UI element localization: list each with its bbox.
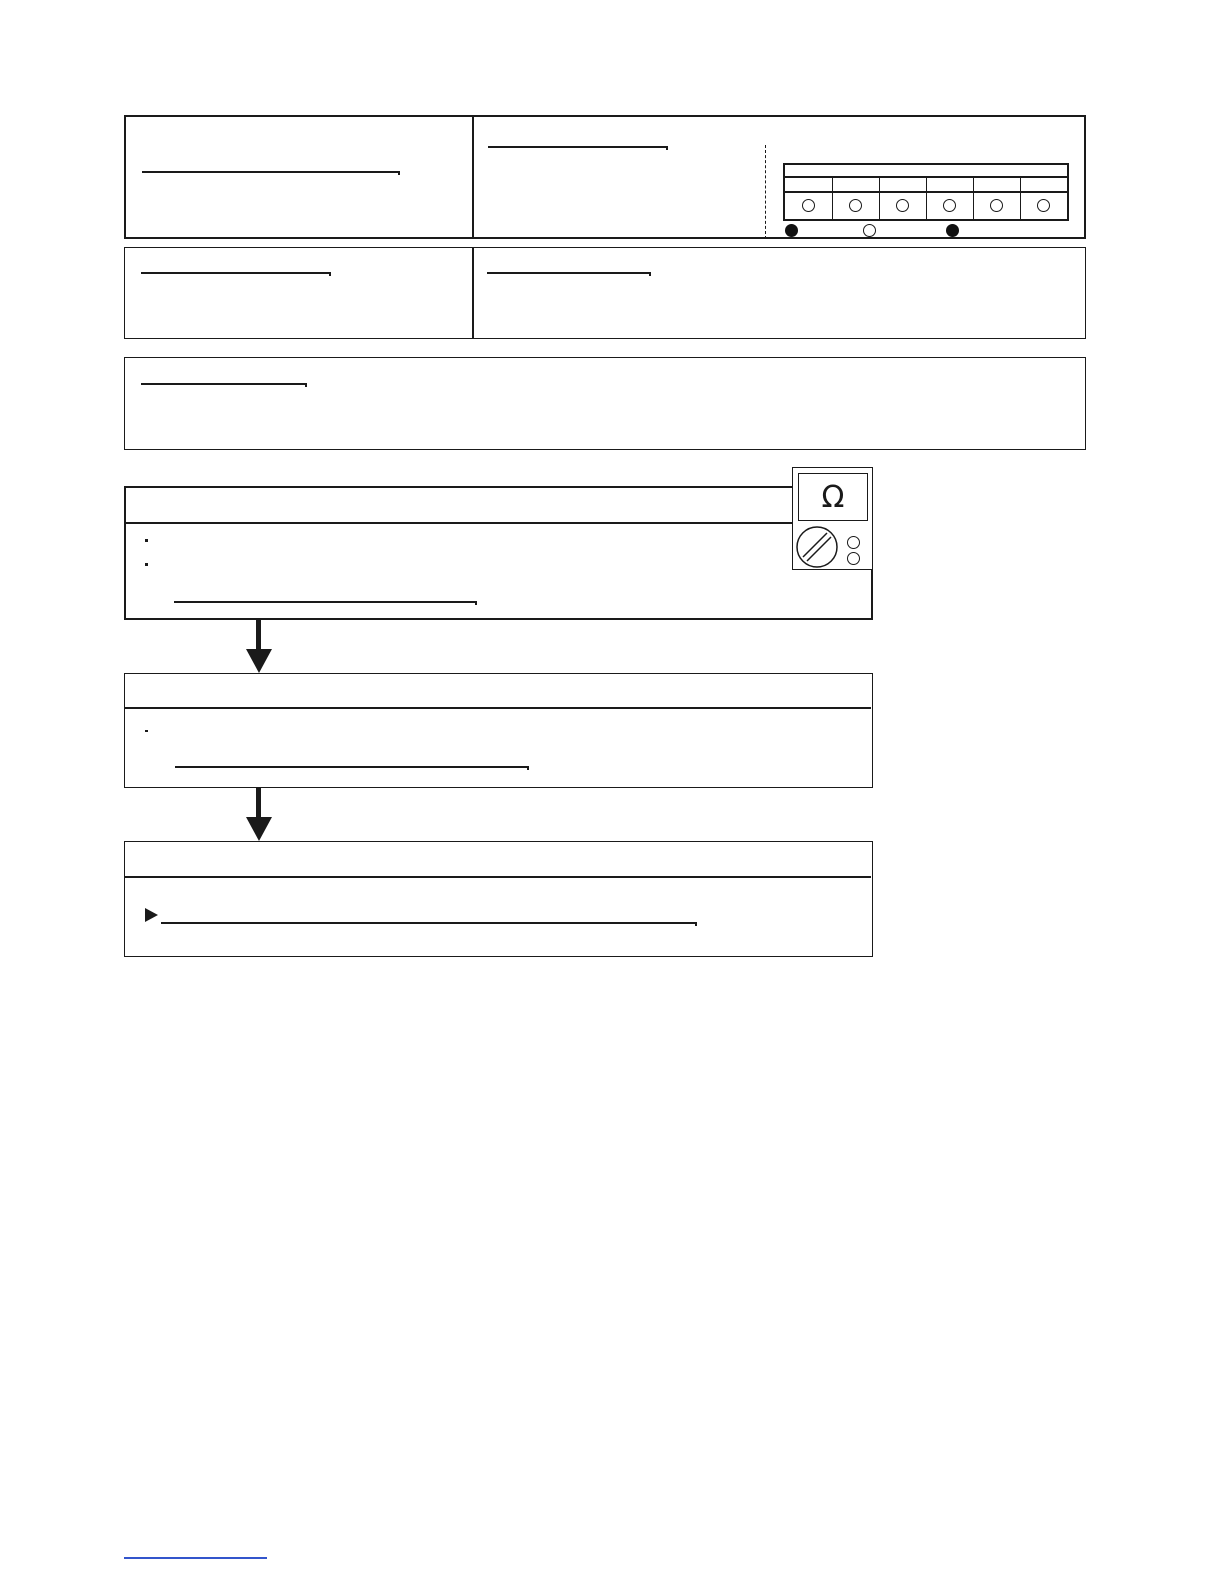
field-underline-4 [487,272,649,274]
connector-diagram [783,163,1069,221]
dial-icon [794,524,840,570]
connector-cell [879,177,927,219]
triangle-right-icon [145,908,158,922]
flow-step-2 [124,673,873,788]
multimeter-icon [792,467,873,570]
step-header-divider [125,876,871,878]
connector-cell [1020,177,1067,219]
connector-pin [1037,199,1050,212]
flow-step-1 [124,486,873,620]
connector-pin [990,199,1003,212]
info-table-row-3 [124,357,1086,450]
legend-filled-circle [946,224,959,237]
step-header-divider [126,522,871,524]
footer-link[interactable] [124,1557,267,1559]
meter-jack [847,536,860,549]
bullet [145,539,148,542]
connector-separator [765,145,766,239]
bullet [145,730,148,732]
arrow-down-head [246,649,272,673]
info-table-row-1 [124,115,1086,239]
meter-jack [847,552,860,565]
field-underline-1 [142,171,398,173]
connector-pin [802,199,815,212]
step-underline [174,601,475,603]
step-underline [161,922,695,924]
step-header-divider [125,707,871,709]
connector-pin [896,199,909,212]
field-underline-2 [488,146,666,148]
meter-display: Ω [798,473,868,521]
info-table-row-2 [124,247,1086,339]
bullet [145,563,148,566]
field-underline-5 [141,383,305,385]
field-underline-3 [141,272,329,274]
flow-step-3 [124,841,873,957]
connector-cell [785,177,833,219]
connector-cell [973,177,1021,219]
info-table-divider [472,248,474,338]
connector-cell [926,177,974,219]
legend-open-circle [863,224,876,237]
connector-pin [943,199,956,212]
arrow-down-icon [256,620,261,650]
arrow-down-icon [256,788,261,818]
legend-filled-circle [785,224,798,237]
connector-cell [832,177,880,219]
connector-pin [849,199,862,212]
arrow-down-head [246,817,272,841]
step-underline [175,766,527,768]
info-table-divider [472,117,474,239]
